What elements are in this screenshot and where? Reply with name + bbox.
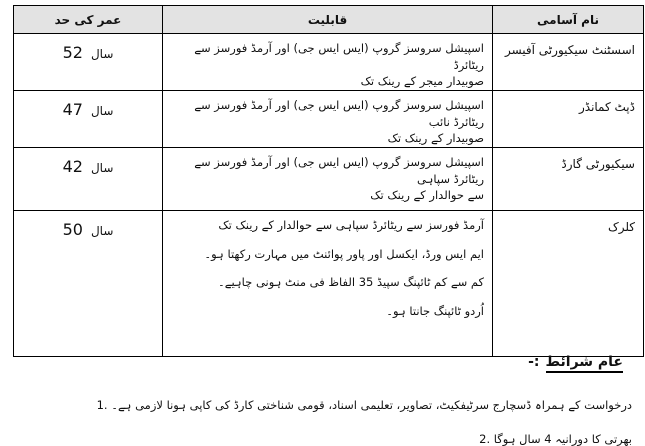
qualification-line: اسپیشل سروسز گروپ (ایس ایس جی) اور آرمڈ فورسز سے ریٹائرڈ [194, 41, 484, 72]
table-row [14, 91, 644, 148]
term-number: 1. [96, 398, 108, 412]
qualification-line: اُردو ٹائپنگ جانتا ہو۔ [386, 304, 484, 319]
term-text: بھرتی کا دورانیہ 4 سال ہوگا [493, 432, 632, 446]
qualification-line: صوبیدار میجر کے رینک تک [360, 74, 484, 89]
age-limit-unit: سال [90, 47, 114, 61]
general-terms-colon: :- [528, 354, 540, 370]
qualification-line: اسپیشل سروسز گروپ (ایس ایس جی) اور آرمڈ فورسز سے ریٹائرڈ نائب [194, 98, 484, 129]
header-title: نام آسامی [493, 6, 644, 34]
header-age: عمر کی حد [14, 6, 163, 34]
post-title: کلرک [493, 211, 644, 357]
term-item [0, 432, 632, 446]
general-terms-title: عام شرائط [546, 354, 623, 373]
post-title: سیکیورٹی گارڈ [493, 148, 644, 211]
qualification-cell [163, 91, 493, 148]
qualification-line: صوبیدار کے رینک تک [387, 131, 484, 146]
header-qualification: قابلیت [163, 6, 493, 34]
term-item [0, 398, 632, 412]
term-number: 2. [479, 432, 491, 446]
qualification-cell [163, 211, 493, 357]
qualification-cell [163, 148, 493, 211]
table-row [14, 211, 644, 357]
age-limit-cell [14, 91, 163, 148]
age-limit-cell [14, 34, 163, 91]
age-limit-value: 50 [62, 220, 83, 240]
qualification-line: آرمڈ فورسز سے ریٹائرڈ سپاہی سے حوالدار کے رینک تک [218, 218, 484, 233]
age-limit-cell [14, 148, 163, 211]
qualification-cell [163, 34, 493, 91]
age-limit-value: 42 [62, 157, 83, 177]
post-title: اسسٹنٹ سیکیورٹی آفیسر [493, 34, 644, 91]
qualification-line: سے حوالدار کے رینک تک [370, 188, 484, 203]
age-limit-value: 52 [62, 43, 83, 62]
post-title: ڈپٹ کمانڈر [493, 91, 644, 148]
general-terms-heading [528, 354, 623, 370]
vacancy-table [13, 5, 644, 357]
qualification-line: ایم ایس ورڈ، ایکسل اور پاور پوائنٹ میں مہارت رکھتا ہو۔ [204, 246, 484, 261]
age-limit-cell [14, 211, 163, 357]
table-row [14, 148, 644, 211]
qualification-line: اسپیشل سروسز گروپ (ایس ایس جی) اور آرمڈ فورسز سے ریٹائرڈ سپاہی [194, 155, 484, 186]
table-row [14, 34, 644, 91]
table-header-row [14, 6, 644, 34]
age-limit-unit: سال [90, 224, 114, 239]
qualification-line: کم سے کم ٹائپنگ سپیڈ 35 الفاظ فی منٹ ہونی چاہیے۔ [217, 275, 484, 290]
term-text: درخواست کے ہمراہ ڈسچارج سرٹیفکیٹ، تصاویر، تعلیمی اسناد، قومی شناختی کارڈ کی کاپی ہونا لازمی ہے۔ [111, 398, 632, 412]
age-limit-unit: سال [90, 161, 114, 176]
age-limit-unit: سال [90, 104, 114, 119]
age-limit-value: 47 [62, 100, 83, 120]
